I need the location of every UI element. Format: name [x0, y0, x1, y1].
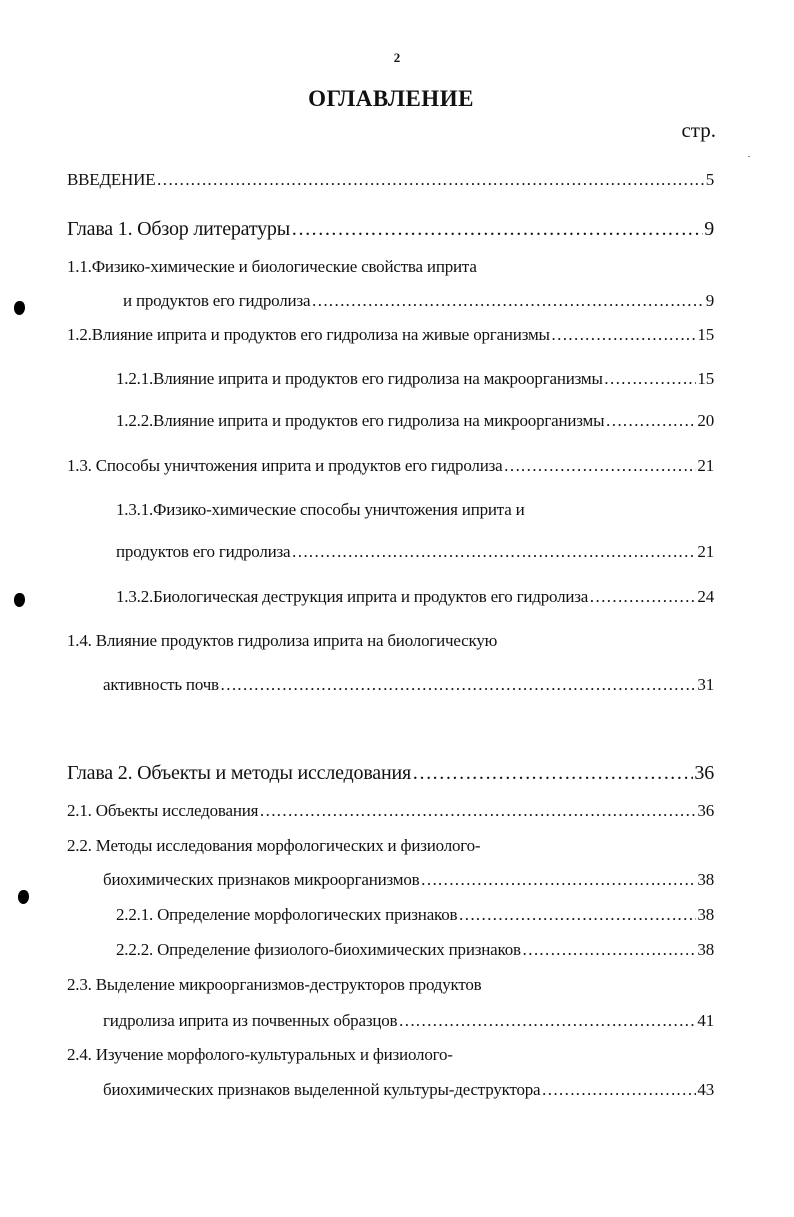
page-title: ОГЛАВЛЕНИЕ [308, 86, 474, 111]
toc-entry-label: 2.1. Объекты исследования [67, 801, 259, 820]
toc-entry-page: 9 [705, 291, 714, 310]
binding-hole-mark [14, 301, 25, 315]
toc-entry-label: 1.2.2.Влияние иприта и продуктов его гидролиза на микроорганизмы [116, 411, 605, 430]
toc-entry-label: Глава 1. Обзор литературы [67, 218, 290, 240]
toc-leader-dots [412, 762, 693, 785]
toc-entry [116, 905, 714, 925]
toc-entry-label: 2.2.1. Определение морфологических признаков [116, 905, 458, 924]
toc-entry-label: ВВЕДЕНИЕ [67, 170, 156, 189]
toc-entry-page: 38 [697, 870, 714, 889]
toc-entry-page: 38 [697, 940, 714, 959]
toc-entry [123, 291, 714, 311]
toc-entry-page: 15 [697, 369, 714, 388]
toc-entry-label: активность почв [103, 675, 219, 694]
toc-entry-page: 43 [697, 1080, 714, 1099]
toc-entry [116, 369, 714, 389]
toc-leader-dots [458, 905, 696, 925]
toc-entry-page: 20 [697, 411, 714, 430]
toc-entry-label: и продуктов его гидролиза [123, 291, 311, 310]
toc-entry-page: 24 [697, 587, 714, 606]
toc-entry-page: 9 [704, 218, 714, 240]
toc-entry-page: 36 [694, 762, 714, 784]
toc-leader-dots [605, 411, 696, 431]
toc-entry-page: 41 [697, 1011, 714, 1030]
toc-leader-dots [589, 587, 696, 607]
toc-entry [116, 542, 714, 562]
toc-entry [67, 170, 714, 190]
binding-hole-mark [14, 593, 25, 607]
toc-entry-label: 1.3. Способы уничтожения иприта и продуктов его гидролиза [67, 456, 503, 475]
toc-entry [67, 801, 714, 821]
toc-leader-dots [259, 801, 696, 821]
toc-chapter [67, 762, 714, 785]
toc-leader-dots [291, 218, 703, 241]
toc-entry [116, 587, 714, 607]
page-column-label: стр. [681, 118, 716, 142]
toc-entry [103, 675, 714, 695]
toc-leader-dots [604, 369, 697, 389]
toc-entry-page: 31 [697, 675, 714, 694]
toc-entry-label: 2.2.2. Определение физиолого-биохимических признаков [116, 940, 521, 959]
toc-entry-label: продуктов его гидролиза [116, 542, 291, 561]
toc-entry-label: Глава 2. Объекты и методы исследования [67, 762, 411, 784]
toc-entry-label: гидролиза иприта из почвенных образцов [103, 1011, 398, 1030]
toc-entry-line: 1.3.1.Физико-химические способы уничтожения иприта и [116, 500, 525, 519]
toc-leader-dots [420, 870, 696, 890]
page-number: 2 [393, 50, 401, 65]
toc-chapter [67, 218, 714, 241]
toc-entry-line: 2.3. Выделение микроорганизмов-деструкторов продуктов [67, 975, 482, 994]
toc-entry [67, 325, 714, 345]
binding-hole-mark [18, 890, 29, 904]
toc-entry [116, 940, 714, 960]
scan-speck [748, 156, 750, 157]
toc-entry-line: 1.1.Физико-химические и биологические свойства иприта [67, 257, 477, 276]
toc-entry [103, 1011, 714, 1031]
toc-entry-page: 21 [697, 456, 714, 475]
toc-entry [103, 870, 714, 890]
toc-leader-dots [220, 675, 697, 695]
toc-leader-dots [398, 1011, 696, 1031]
toc-entry-page: 5 [705, 170, 714, 189]
toc-entry-label: 1.2.1.Влияние иприта и продуктов его гидролиза на макроорганизмы [116, 369, 603, 388]
toc-leader-dots [311, 291, 704, 311]
toc-entry-line: 1.4. Влияние продуктов гидролиза иприта на биологическую [67, 631, 498, 650]
toc-entry-page: 15 [697, 325, 714, 344]
toc-entry-label: биохимических признаков выделенной культуры-деструктора [103, 1080, 541, 1099]
toc-entry-line: 2.4. Изучение морфолого-культуральных и физиолого- [67, 1045, 453, 1064]
toc-entry-label: 1.3.2.Биологическая деструкция иприта и продуктов его гидролиза [116, 587, 589, 606]
toc-entry [103, 1080, 714, 1100]
toc-leader-dots [541, 1080, 696, 1100]
toc-leader-dots [291, 542, 696, 562]
toc-entry-page: 36 [697, 801, 714, 820]
toc-entry-page: 21 [697, 542, 714, 561]
toc-leader-dots [156, 170, 704, 190]
toc-leader-dots [551, 325, 697, 345]
toc-entry-line: 2.2. Методы исследования морфологических и физиолого- [67, 836, 481, 855]
toc-entry-label: биохимических признаков микроорганизмов [103, 870, 420, 889]
toc-leader-dots [503, 456, 696, 476]
toc-entry-label: 1.2.Влияние иприта и продуктов его гидролиза на живые организмы [67, 325, 550, 344]
toc-leader-dots [522, 940, 697, 960]
toc-entry [67, 456, 714, 476]
toc-entry [116, 411, 714, 431]
toc-entry-page: 38 [697, 905, 714, 924]
